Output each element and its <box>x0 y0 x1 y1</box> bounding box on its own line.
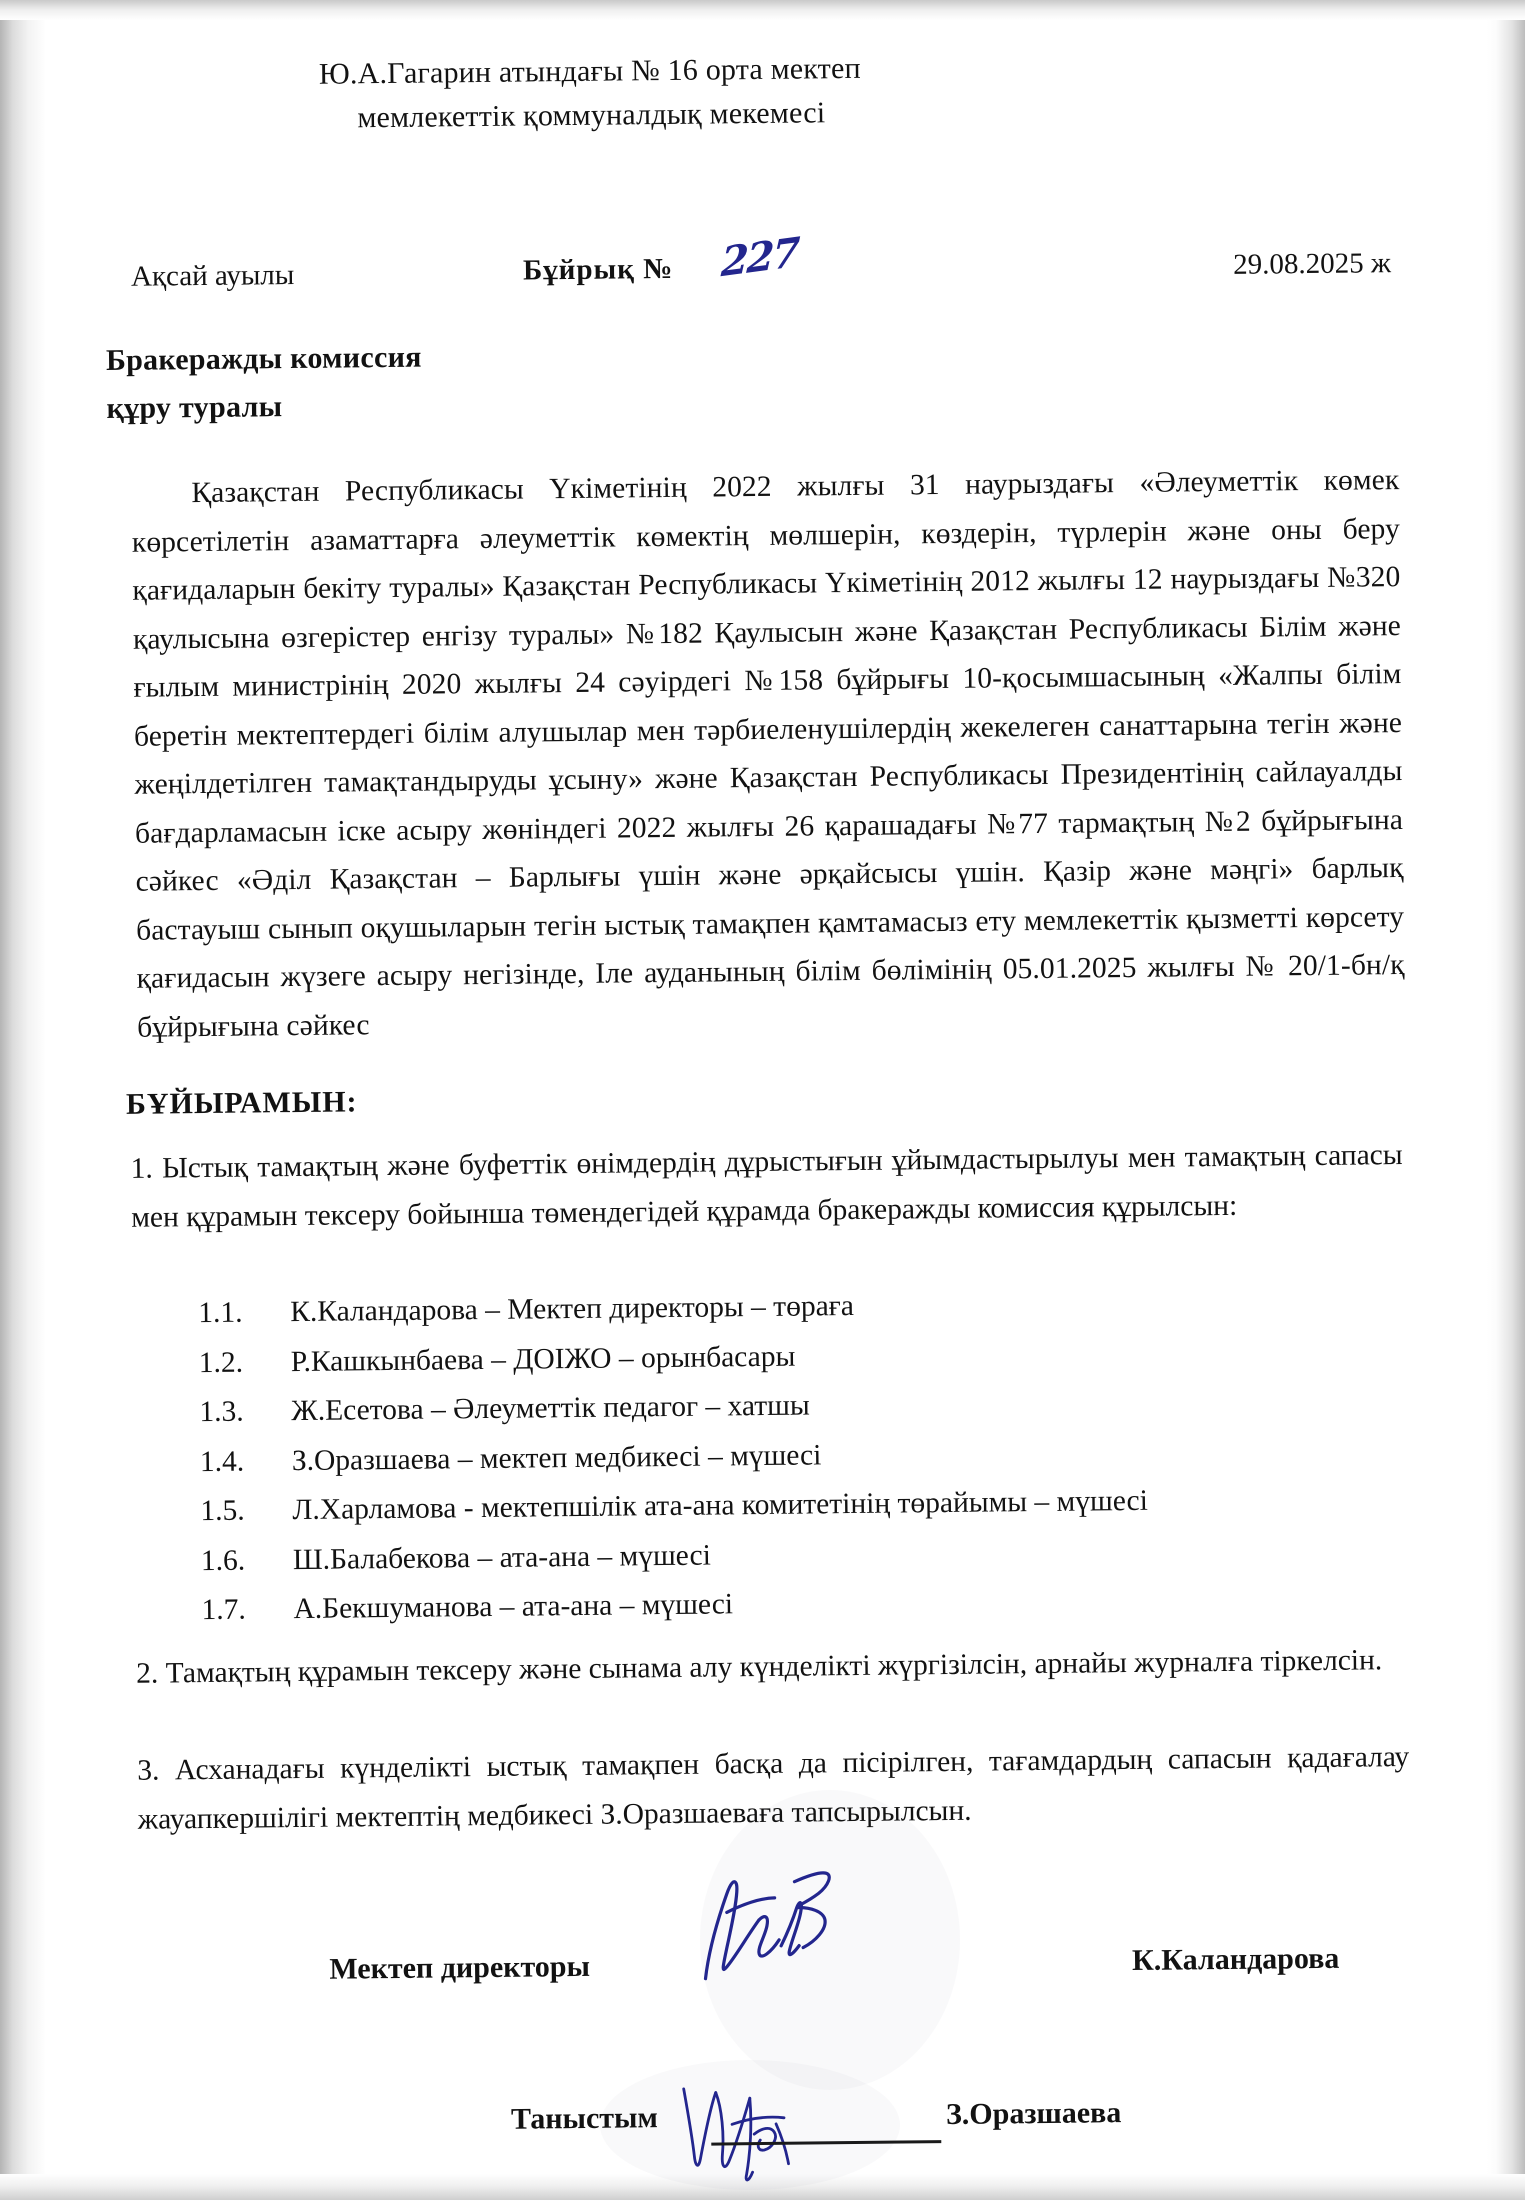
clause-3: 3. Асханадағы күнделікті ыстық тамақпен басқа да пісірілген, тағамдардың сапасын қадағалау жауапкершілігі мектептің медбикесі З.Оразшаеваға тапсырылсын. <box>137 1741 1410 1836</box>
member-description: К.Каландарова – Мектеп директоры – төраға <box>290 1289 855 1329</box>
acknowledgement-label: Таныстым <box>510 2101 659 2136</box>
member-number: 1.2. <box>198 1346 244 1379</box>
signature-role: Мектеп директоры <box>329 1949 591 1986</box>
acknowledgement-row <box>510 2095 1211 2136</box>
member-description: Л.Харламова - мектепшілік ата-ана комитетінің төрайымы – мүшесі <box>292 1484 1149 1527</box>
member-number: 1.1. <box>198 1296 243 1330</box>
member-description: Р.Кашкынбаева – ДОІЖО – орынбасары <box>290 1340 796 1378</box>
preamble-paragraph: Қазақстан Республикасы Үкіметінің 2022 жылғы 31 наурыздағы «Әлеуметтік көмек көрсетілетін азаматтарға әлеуметтік көмектің мөлшерін, көздерін, түрлерін және оны беру қағидаларын бекіту туралы» Қазақстан Республикасы Үкіметінің 2012 жылғы 12 наурыздағы №320 қаулысына өзгерістер енгізу туралы» №182 Қаулысын және Қазақстан Республикасы Білім және ғылым министрінің 2020 жылғы 24 сәуірдегі №158 бұйрығы 10-қосымшасының «Жалпы білім беретін мектептердегі білім алушылар мен тәрбиеленушілердің жекелеген санаттарына тегін және жеңілдетілген тамақтандыруды ұсыну» және Қазақстан Республикасы Президентінің сайлауалды бағдарламасын іске асыру жөніндегі 2022 жылғы 26 қарашадағы №77 тармақтың №2 бұйрығына сәйкес «Әділ Қазақстан – Барлығы үшін және әрқайсысы үшін. Қазір және мәңгі» барлық бастауыш сынып оқушыларын тегін ыстық тамақпен қамтамасыз ету мемлекеттік қызметті көрсету қағидасын жүзеге асыру негізінде, Іле ауданының білім бөлімінің 05.01.2025 жылғы № 20/1-бн/қ бұйрығына сәйкес <box>131 464 1405 1044</box>
order-subject-line1: Бракеражды комиссия <box>105 340 422 378</box>
organization-name-line1: Ю.А.Гагарин атындағы № 16 орта мектеп <box>318 51 861 91</box>
order-subject <box>106 334 423 433</box>
member-number: 1.3. <box>199 1395 244 1429</box>
member-description: З.Оразшаева – мектеп медбикесі – мүшесі <box>291 1438 822 1477</box>
order-meta-row <box>130 228 1392 309</box>
order-number-handwritten: 227 <box>720 228 800 287</box>
order-subject-line2: құру туралы <box>106 390 283 426</box>
member-number: 1.6. <box>200 1544 246 1577</box>
member-number: 1.5. <box>200 1494 245 1528</box>
member-number: 1.7. <box>201 1593 246 1627</box>
member-description: Ш.Балабекова – ата-ана – мүшесі <box>292 1539 712 1576</box>
acknowledgement-name: З.Оразшаева <box>945 2096 1122 2132</box>
order-number-label: Бұйрық № <box>522 252 674 287</box>
organization-name-line2: мемлекеттік қоммуналдық мекемесі <box>357 96 826 135</box>
place-label: Ақсай ауылы <box>130 258 295 293</box>
member-number: 1.4. <box>199 1445 245 1478</box>
signature-name: К.Каландарова <box>1131 1941 1340 1978</box>
acknowledgement-signature-icon <box>666 2077 842 2189</box>
acknowledgement-signature-line <box>711 2140 941 2145</box>
order-directive-heading: БҰЙЫРАМЫН: <box>125 1085 358 1121</box>
organization-header <box>319 43 1220 141</box>
order-date: 29.08.2025 ж <box>1233 247 1392 281</box>
clause-1: 1. Ыстық тамақтың және буфеттік өнімдердің дұрыстығын ұйымдастырылуы мен тамақтың сапасы мен құрамын тексеру бойынша төмендегідей құрамда бракеражды комиссия құрылсын: <box>130 1139 1403 1234</box>
member-description: Ж.Есетова – Әлеуметтік педагог – хатшы <box>291 1389 810 1428</box>
committee-member-list <box>198 1276 1402 1635</box>
director-signature-icon <box>668 1848 910 2001</box>
signature-row <box>329 1941 1340 1986</box>
clause-2: 2. Тамақтың құрамын тексеру және сынама алу күнделікті жүргізілсін, арнайы журналға тіркелсін. <box>135 1644 1383 1690</box>
member-description: А.Бекшуманова – ата-ана – мүшесі <box>293 1588 734 1626</box>
